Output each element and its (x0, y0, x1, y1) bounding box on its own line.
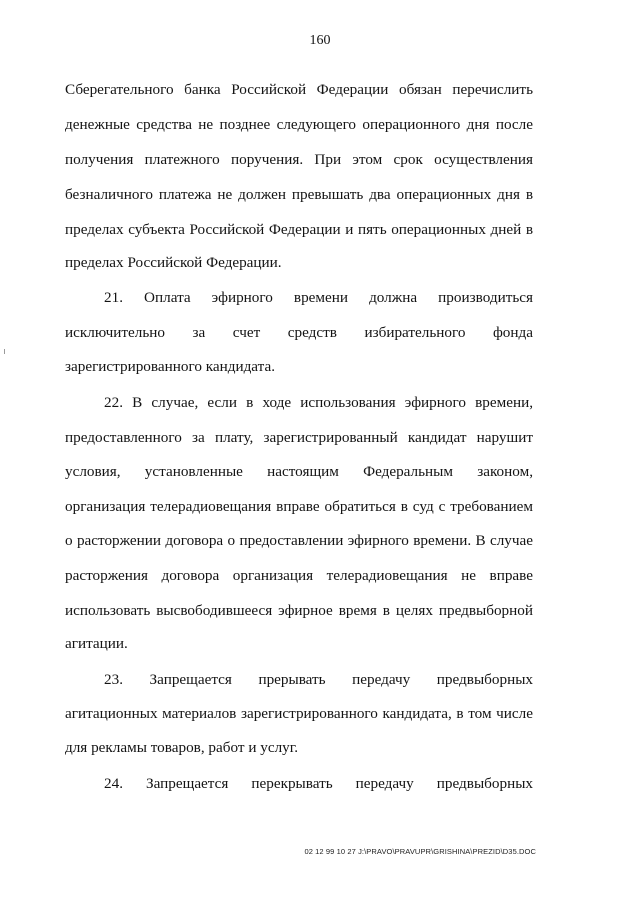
text-line: исключительно за счет средств избирательного фонда (65, 324, 533, 341)
paragraph-start-21: 21. Оплата эфирного времени должна производиться (104, 289, 533, 306)
text-line: использовать высвободившееся эфирное время в целях предвыборной (65, 602, 533, 619)
text-line: агитационных материалов зарегистрированного кандидата, в том числе (65, 705, 533, 722)
page-number: 160 (309, 33, 331, 48)
text-line: условия, установленные настоящим Федеральным законом, (65, 463, 533, 480)
paragraph-start-23: 23. Запрещается прерывать передачу предвыборных (104, 671, 533, 688)
text-line: получения платежного поручения. При этом срок осуществления (65, 151, 533, 168)
text-line: зарегистрированного кандидата. (65, 358, 276, 375)
text-line: пределах субъекта Российской Федерации и пять операционных дней в (65, 221, 533, 238)
text-line: денежные средства не позднее следующего операционного дня после (65, 116, 533, 133)
file-path-footer: 02 12 99 10 27 J:\PRAVO\PRAVUPR\GRISHINA\PREZID\D35.DOC (304, 847, 536, 856)
text-line: агитации. (65, 635, 128, 652)
text-line: расторжения договора организация телерадиовещания не вправе (65, 567, 533, 584)
text-line: Сберегательного банка Российской Федерации обязан перечислить (65, 81, 533, 98)
text-line: предоставленного за плату, зарегистрированный кандидат нарушит (65, 429, 533, 446)
paragraph-start-22: 22. В случае, если в ходе использования эфирного времени, (104, 394, 533, 411)
paragraph-start-24: 24. Запрещается перекрывать передачу предвыборных (104, 775, 533, 792)
text-line: безналичного платежа не должен превышать два операционных дня в (65, 186, 533, 203)
text-line: организация телерадиовещания вправе обратиться в суд с требованием (65, 498, 533, 515)
text-line: для рекламы товаров, работ и услуг. (65, 739, 299, 756)
margin-mark (4, 349, 5, 354)
text-line: пределах Российской Федерации. (65, 254, 282, 271)
text-line: о расторжении договора о предоставлении эфирного времени. В случае (65, 532, 533, 549)
